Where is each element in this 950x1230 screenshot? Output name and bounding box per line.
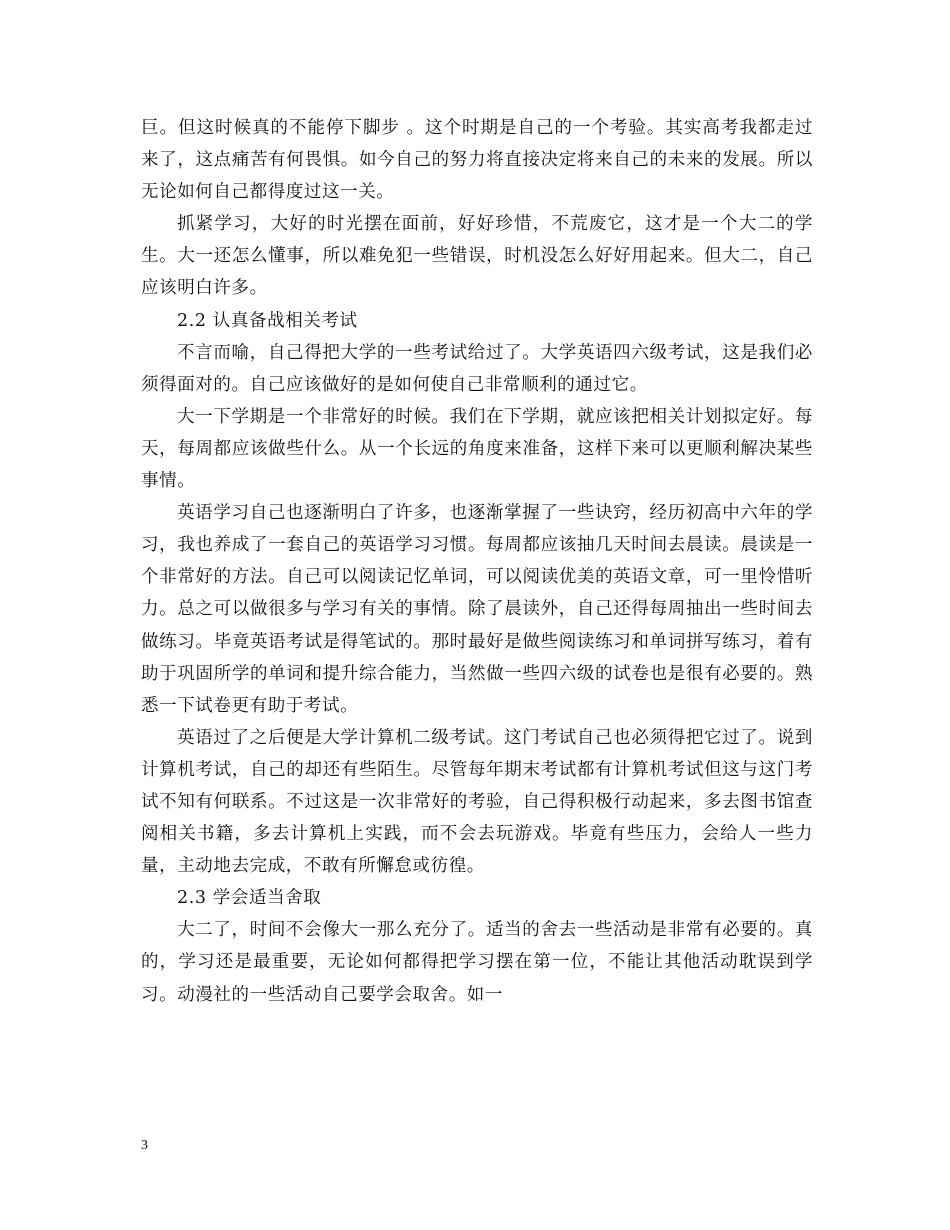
- paragraph: 英语过了之后便是大学计算机二级考试。这门考试自己也必须得把它过了。说到计算机考试，自己的却还有些陌生。尽管每年期末考试都有计算机考试但这与这门考试不知有何联系。不过这是一次非常好的考验，自己得积极行动起来，多去图书馆查阅相关书籍，多去计算机上实践，而不会去玩游戏。毕竟有些压力，会给人一些力量，主动地去完成，不敢有所懈怠或彷徨。: [141, 727, 813, 877]
- page-body: [141, 112, 813, 1011]
- paragraph: 大二了，时间不会像大一那么充分了。适当的舍去一些活动是非常有必要的。真的，学习还是最重要，无论如何都得把学习摆在第一位，不能让其他活动耽误到学习。动漫社的一些活动自己要学会取舍。如一: [141, 920, 813, 1005]
- section-heading-2-2: 2.2 认真备战相关考试: [177, 310, 358, 331]
- paragraph: 不言而喻，自己得把大学的一些考试给过了。大学英语四六级考试，这是我们必须得面对的。自己应该做好的是如何使自己非常顺利的通过它。: [141, 342, 813, 395]
- section-heading-2-3: 2.3 学会适当舍取: [177, 888, 322, 909]
- paragraph-continuation: 巨。但这时候真的不能停下脚步 。这个时期是自己的一个考验。其实高考我都走过来了，这点痛苦有何畏惧。如今自己的努力将直接决定将来自己的未来的发展。所以无论如何自己都得度过这一关。: [141, 118, 813, 203]
- paragraph: 抓紧学习，大好的时光摆在面前，好好珍惜，不荒废它，这才是一个大二的学生。大一还怎么懂事，所以难免犯一些错误，时机没怎么好好用起来。但大二，自己应该明白许多。: [141, 214, 813, 299]
- paragraph: 大一下学期是一个非常好的时候。我们在下学期，就应该把相关计划拟定好。每天，每周都应该做些什么。从一个长远的角度来准备，这样下来可以更顺利解决某些事情。: [141, 406, 813, 492]
- paragraph: 英语学习自己也逐渐明白了许多，也逐渐掌握了一些诀窍，经历初高中六年的学习，我也养成了一套自己的英语学习习惯。每周都应该抽几天时间去晨读。晨读是一个非常好的方法。自己可以阅读记忆单词，可以阅读优美的英语文章，可一里怜惜听力。总之可以做很多与学习有关的事情。除了晨读外，自己还得每周抽出一些时间去做练习。毕竟英语考试是得笔试的。那时最好是做些阅读练习和单词拼写练习，着有助于巩固所学的单词和提升综合能力，当然做一些四六级的试卷也是很有必要的。熟悉一下试卷更有助于考试。: [141, 503, 813, 716]
- page-number: 3: [141, 1138, 148, 1153]
